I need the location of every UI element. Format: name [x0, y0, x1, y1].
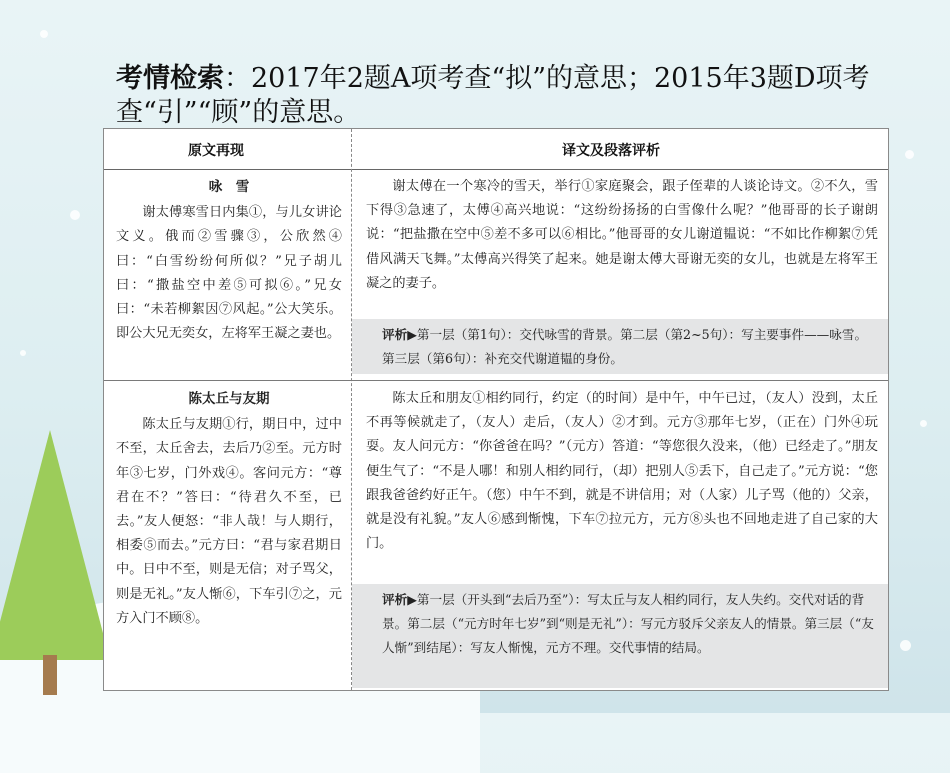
table-header — [104, 129, 888, 170]
snowflake — [905, 150, 914, 159]
original-text-yongxue: 谢太傅寒雪日内集①，与儿女讲论文义。俄而②雪骤③，公欣然④曰：“白雪纷纷何所似？”兄子胡儿曰：“撒盐空中差⑤可拟⑥。”兄女曰：“未若柳絮因⑦风起。”公大笑乐。即公大兄无奕女，左将军王凝之妻也。 — [116, 205, 342, 342]
comment-label-2: 评析▶ — [382, 592, 417, 607]
snowflake — [20, 350, 26, 356]
translation-yongxue: 谢太傅在一个寒冷的雪天，举行①家庭聚会，跟子侄辈的人谈论诗文。②不久，雪下得③急速了，太傅④高兴地说：“这纷纷扬扬的白雪像什么呢？”他哥哥的长子谢朗说：“把盐撒在空中⑤差不多可以⑥相比。”他哥哥的女儿谢道韫说：“不如比作柳絮⑦凭借风满天飞舞。”太傅高兴得笑了起来。她是谢太傅大哥谢无奕的女儿，也就是左将军王凝之的妻子。 — [366, 179, 878, 291]
col-header-original: 原文再现 — [188, 143, 244, 159]
tree-trunk — [43, 655, 57, 695]
original-text-cell-2 — [116, 387, 342, 631]
original-text-cell-1 — [116, 175, 342, 346]
snowflake — [920, 420, 927, 427]
section-title-yongxue: 咏 雪 — [208, 179, 250, 195]
original-text-chentaiqiu: 陈太丘与友期①行，期日中，过中不至，太丘舍去，去后乃②至。元方时年③七岁，门外戏④。客问元方：“尊君在不？”答曰：“待君久不至，已去。”友人便怒：“非人哉！与人期行，相委⑤而去。”元方曰：“君与家君期日中。日中不至，则是无信；对子骂父，则是无礼。”友人惭⑥，下车引⑦之，元方入门不顾⑧。 — [116, 417, 342, 626]
translation-cell-2 — [366, 387, 878, 556]
tree-illustration — [0, 430, 110, 660]
col-header-translation: 译文及段落评析 — [562, 143, 660, 159]
comparison-table — [103, 128, 889, 691]
page-heading — [116, 62, 896, 130]
comment-text-2: 第一层（开头到“去后乃至”）：写太丘与友人相约同行，友人失约。交代对话的背景。第二层（“元方时年七岁”到“则是无礼”）：写元方驳斥父亲友人的情景。第三层（“友人惭”到结尾）：写友人惭愧，元方不理。交代事情的结局。 — [382, 592, 874, 655]
comment-box-1 — [352, 319, 888, 374]
translation-cell-1 — [366, 175, 878, 296]
section-divider — [104, 380, 888, 381]
snowflake — [70, 210, 80, 220]
snowflake — [40, 30, 48, 38]
section-title-chentaiqiu: 陈太丘与友期 — [188, 391, 270, 407]
comment-label-1: 评析▶ — [382, 327, 417, 342]
comment-box-2 — [352, 584, 888, 688]
snowflake — [900, 640, 911, 651]
translation-chentaiqiu: 陈太丘和朋友①相约同行，约定（的时间）是中午，中午已过，（友人）没到，太丘不再等候就走了，（友人）走后，（友人）②才到。元方③那年七岁，（正在）门外④玩耍。友人问元方：“你爸爸在吗？”（元方）答道：“等您很久没来，（他）已经走了。”朋友便生气了：“不是人哪！和别人相约同行，（却）把别人⑤丢下，自己走了。”元方说：“您跟我爸爸约好正午。（您）中午不到，就是不讲信用；对（人家）儿子骂（他的）父亲，就是没有礼貌。”友人⑥感到惭愧，下车⑦拉元方，元方⑧头也不回地走进了自己家的大门。 — [366, 391, 878, 552]
comment-text-1: 第一层（第1句）：交代咏雪的背景。第二层（第2~5句）：写主要事件——咏雪。第三层（第6句）：补充交代谢道韫的身份。 — [382, 327, 868, 366]
heading-label: 考情检索 — [116, 63, 224, 94]
heading-text: ：2017年2题A项考查“拟”的意思；2015年3题D项考查“引”“顾”的意思。 — [116, 63, 870, 128]
